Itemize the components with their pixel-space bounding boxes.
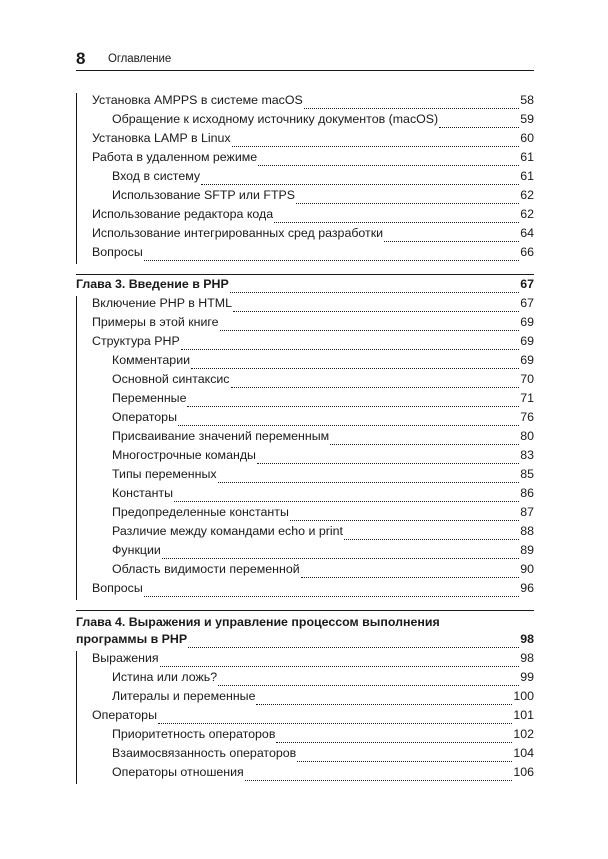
dot-leader: [384, 230, 519, 242]
toc-entry[interactable]: [76, 670, 534, 689]
dot-leader: [144, 249, 519, 261]
running-head: Оглавление: [108, 53, 172, 65]
dot-leader: [230, 281, 519, 293]
dot-leader: [220, 319, 520, 331]
toc-entry-page: 80: [520, 429, 534, 443]
toc-entry-title: Вопросы: [92, 245, 143, 259]
toc-entry[interactable]: [76, 131, 534, 150]
toc-entry[interactable]: [76, 169, 534, 188]
toc-entry[interactable]: [76, 226, 534, 245]
toc-entry-title: Основной синтаксис: [112, 372, 230, 386]
toc-entry[interactable]: [76, 112, 534, 131]
toc-entry-title: Типы переменных: [112, 467, 217, 481]
toc-entry-title: Операторы: [92, 708, 157, 722]
toc-entry[interactable]: [76, 245, 534, 264]
toc-entry-title: Приоритетность операторов: [112, 727, 276, 741]
toc-entry-page: 69: [520, 353, 534, 367]
chapter-page: 67: [520, 277, 534, 291]
toc-group-chapter4: [76, 651, 534, 784]
dot-leader: [231, 376, 520, 388]
toc-entry-page: 99: [520, 670, 534, 684]
toc-entry[interactable]: [76, 296, 534, 315]
chapter-title: программы в PHP: [76, 632, 188, 646]
toc-entry[interactable]: [76, 581, 534, 600]
toc-entry[interactable]: [76, 505, 534, 524]
toc-entry[interactable]: [76, 689, 534, 708]
toc-entry[interactable]: [76, 93, 534, 112]
toc-entry-page: 89: [520, 543, 534, 557]
toc-entry-page: 87: [520, 505, 534, 519]
dot-leader: [304, 97, 519, 109]
toc-entry-title: Переменные: [112, 391, 187, 405]
dot-leader: [178, 414, 519, 426]
chapter-4: [76, 613, 534, 784]
chapter-4-heading-line1[interactable]: Глава 4. Выражения и управление процессом выполнения: [76, 615, 440, 629]
dot-leader: [297, 750, 512, 762]
toc-entry[interactable]: [76, 315, 534, 334]
toc-entry-title: Вход в систему: [112, 169, 201, 183]
chapter-separator: [76, 610, 534, 611]
dot-leader: [439, 116, 519, 128]
chapter-3: [76, 277, 534, 600]
dot-leader: [201, 173, 519, 185]
toc-entry-title: Выражения: [92, 651, 159, 665]
toc-entry-title: Операторы отношения: [112, 765, 244, 779]
toc-entry-title: Различие между командами echo и print: [112, 524, 343, 538]
dot-leader: [158, 712, 512, 724]
dot-leader: [162, 547, 519, 559]
dot-leader: [301, 566, 520, 578]
toc-entry-page: 64: [520, 226, 534, 240]
toc-entry-page: 69: [520, 315, 534, 329]
toc-group-chapter2-continued: [76, 93, 534, 264]
chapter-4-heading[interactable]: [76, 632, 534, 651]
toc-entry-title: Использование SFTP или FTPS: [112, 188, 296, 202]
toc-entry-title: Литералы и переменные: [112, 689, 256, 703]
chapter-3-heading[interactable]: [76, 277, 534, 296]
dot-leader: [191, 357, 519, 369]
toc-entry-page: 58: [520, 93, 534, 107]
toc-entry-title: Использование редактора кода: [92, 207, 274, 221]
toc-entry-title: Комментарии: [112, 353, 191, 367]
header-rule: [76, 70, 534, 71]
dot-leader: [174, 490, 519, 502]
toc-entry[interactable]: [76, 562, 534, 581]
toc-entry-page: 85: [520, 467, 534, 481]
toc-entry[interactable]: [76, 429, 534, 448]
toc-entry-page: 59: [520, 112, 534, 126]
dot-leader: [160, 655, 520, 667]
toc-entry[interactable]: [76, 188, 534, 207]
toc-entry[interactable]: [76, 708, 534, 727]
toc-entry-page: 102: [513, 727, 534, 741]
toc-entry-title: Операторы: [112, 410, 177, 424]
toc-entry[interactable]: [76, 334, 534, 353]
toc-entry-page: 101: [513, 708, 534, 722]
toc-entry[interactable]: [76, 353, 534, 372]
dot-leader: [232, 135, 520, 147]
toc-entry-page: 62: [520, 207, 534, 221]
toc-entry-title: Включение PHP в HTML: [92, 296, 232, 310]
dot-leader: [276, 731, 512, 743]
toc-entry[interactable]: [76, 207, 534, 226]
toc-entry[interactable]: [76, 150, 534, 169]
toc-entry-page: 60: [520, 131, 534, 145]
toc-entry-title: Присваивание значений переменным: [112, 429, 330, 443]
toc-entry-page: 76: [520, 410, 534, 424]
dot-leader: [290, 509, 519, 521]
toc-entry-page: 61: [520, 169, 534, 183]
table-of-contents: [76, 93, 534, 784]
toc-entry-title: Взаимосвязанность операторов: [112, 746, 297, 760]
toc-entry[interactable]: [76, 524, 534, 543]
toc-entry-page: 90: [520, 562, 534, 576]
toc-entry-page: 106: [513, 765, 534, 779]
toc-entry[interactable]: [76, 486, 534, 505]
toc-entry-title: Константы: [112, 486, 173, 500]
dot-leader: [218, 674, 519, 686]
dot-leader: [258, 154, 519, 166]
toc-entry-page: 86: [520, 486, 534, 500]
dot-leader: [233, 300, 519, 312]
toc-entry-title: Примеры в этой книге: [92, 315, 219, 329]
toc-entry-title: Область видимости переменной: [112, 562, 300, 576]
toc-entry[interactable]: [76, 651, 534, 670]
toc-entry-page: 71: [520, 391, 534, 405]
chapter-separator: [76, 274, 534, 275]
toc-entry-page: 96: [520, 581, 534, 595]
toc-entry-title: Вопросы: [92, 581, 143, 595]
toc-entry[interactable]: [76, 410, 534, 429]
toc-entry-page: 67: [520, 296, 534, 310]
toc-entry-page: 61: [520, 150, 534, 164]
dot-leader: [187, 395, 519, 407]
toc-group-chapter3: [76, 296, 534, 600]
dot-leader: [245, 769, 513, 781]
toc-entry[interactable]: [76, 727, 534, 746]
dot-leader: [296, 192, 519, 204]
toc-entry[interactable]: [76, 467, 534, 486]
page-header: [76, 47, 534, 71]
dot-leader: [188, 636, 519, 648]
toc-entry-title: Функции: [112, 543, 161, 557]
toc-entry[interactable]: [76, 543, 534, 562]
toc-entry[interactable]: [76, 765, 534, 784]
toc-entry-page: 70: [520, 372, 534, 386]
chapter-page: 98: [520, 632, 534, 646]
toc-entry-title: Установка LAMP в Linux: [92, 131, 231, 145]
toc-entry-title: Обращение к исходному источнику документов (macOS): [112, 112, 439, 126]
toc-entry-title: Предопределенные константы: [112, 505, 289, 519]
dot-leader: [330, 433, 519, 445]
toc-entry-page: 66: [520, 245, 534, 259]
toc-entry-title: Работа в удаленном режиме: [92, 150, 258, 164]
toc-entry-title: Многострочные команды: [112, 448, 256, 462]
dot-leader: [256, 693, 512, 705]
dot-leader: [257, 452, 519, 464]
toc-entry-page: 88: [520, 524, 534, 538]
dot-leader: [218, 471, 520, 483]
toc-entry-page: 98: [520, 651, 534, 665]
page-number: 8: [76, 49, 86, 68]
toc-entry-title: Истина или ложь?: [112, 670, 218, 684]
dot-leader: [274, 211, 519, 223]
toc-entry[interactable]: [76, 448, 534, 467]
dot-leader: [181, 338, 520, 350]
toc-entry[interactable]: [76, 372, 534, 391]
toc-entry-page: 83: [520, 448, 534, 462]
chapter-title: Глава 3. Введение в PHP: [76, 277, 229, 291]
toc-entry[interactable]: [76, 391, 534, 410]
toc-entry-title: Установка AMPPS в системе macOS: [92, 93, 303, 107]
toc-entry[interactable]: [76, 746, 534, 765]
dot-leader: [344, 528, 519, 540]
toc-entry-page: 100: [513, 689, 534, 703]
toc-entry-title: Структура PHP: [92, 334, 180, 348]
toc-entry-title: Использование интегрированных сред разработки: [92, 226, 384, 240]
toc-entry-page: 104: [513, 746, 534, 760]
toc-entry-page: 62: [520, 188, 534, 202]
toc-entry-page: 69: [520, 334, 534, 348]
dot-leader: [144, 585, 519, 597]
